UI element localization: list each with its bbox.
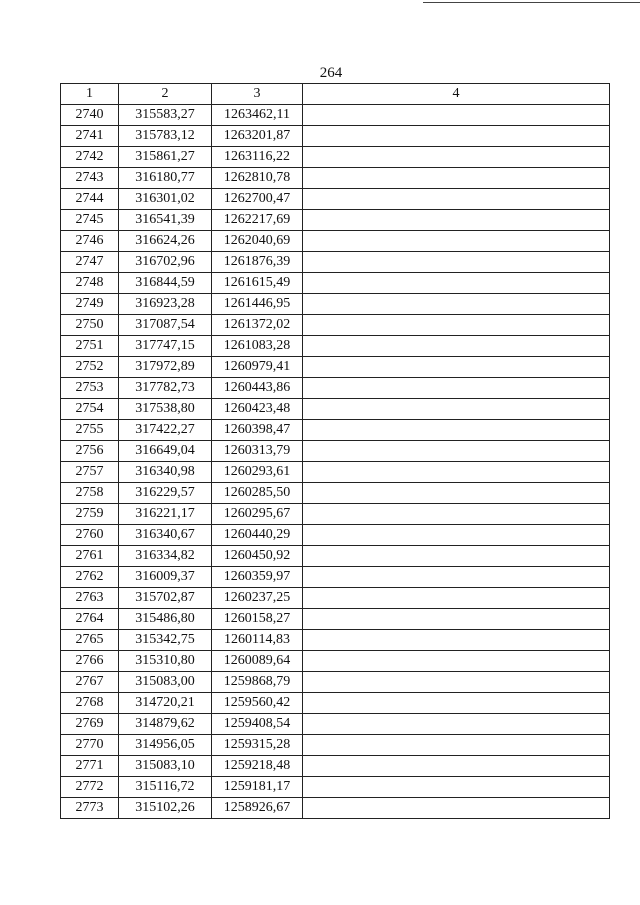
column-header-3: 3 [212,84,303,105]
page-number: 264 [319,65,343,81]
table-row [61,336,610,357]
x-coordinate-cell: 314879,62 [119,714,212,735]
coordinates-table [60,83,610,819]
note-cell [303,567,610,588]
table-header-row [61,84,610,105]
point-number-cell: 2754 [61,399,119,420]
table-row [61,189,610,210]
table-row [61,126,610,147]
table-row [61,378,610,399]
point-number-cell: 2749 [61,294,119,315]
x-coordinate-cell: 316229,57 [119,483,212,504]
y-coordinate-cell: 1260285,50 [212,483,303,504]
note-cell [303,483,610,504]
note-cell [303,231,610,252]
y-coordinate-cell: 1263116,22 [212,147,303,168]
note-cell [303,504,610,525]
y-coordinate-cell: 1260979,41 [212,357,303,378]
table-row [61,756,610,777]
x-coordinate-cell: 317972,89 [119,357,212,378]
x-coordinate-cell: 315583,27 [119,105,212,126]
table-row [61,462,610,483]
y-coordinate-cell: 1260237,25 [212,588,303,609]
point-number-cell: 2743 [61,168,119,189]
table-row [61,315,610,336]
table-row [61,546,610,567]
point-number-cell: 2756 [61,441,119,462]
x-coordinate-cell: 317538,80 [119,399,212,420]
x-coordinate-cell: 315861,27 [119,147,212,168]
y-coordinate-cell: 1261083,28 [212,336,303,357]
y-coordinate-cell: 1262217,69 [212,210,303,231]
table-row [61,147,610,168]
note-cell [303,252,610,273]
x-coordinate-cell: 315083,00 [119,672,212,693]
table-row [61,168,610,189]
y-coordinate-cell: 1261372,02 [212,315,303,336]
note-cell [303,609,610,630]
x-coordinate-cell: 316340,67 [119,525,212,546]
column-header-2: 2 [119,84,212,105]
table-row [61,651,610,672]
x-coordinate-cell: 314720,21 [119,693,212,714]
y-coordinate-cell: 1262810,78 [212,168,303,189]
note-cell [303,420,610,441]
point-number-cell: 2746 [61,231,119,252]
y-coordinate-cell: 1260443,86 [212,378,303,399]
point-number-cell: 2755 [61,420,119,441]
point-number-cell: 2764 [61,609,119,630]
point-number-cell: 2766 [61,651,119,672]
point-number-cell: 2758 [61,483,119,504]
note-cell [303,462,610,483]
y-coordinate-cell: 1260114,83 [212,630,303,651]
y-coordinate-cell: 1260440,29 [212,525,303,546]
note-cell [303,315,610,336]
point-number-cell: 2760 [61,525,119,546]
y-coordinate-cell: 1261876,39 [212,252,303,273]
note-cell [303,399,610,420]
note-cell [303,777,610,798]
table-body [61,105,610,819]
note-cell [303,693,610,714]
table-row [61,483,610,504]
point-number-cell: 2742 [61,147,119,168]
table-row [61,777,610,798]
y-coordinate-cell: 1259560,42 [212,693,303,714]
note-cell [303,210,610,231]
y-coordinate-cell: 1259408,54 [212,714,303,735]
y-coordinate-cell: 1258926,67 [212,798,303,819]
table-row [61,714,610,735]
y-coordinate-cell: 1262700,47 [212,189,303,210]
y-coordinate-cell: 1260398,47 [212,420,303,441]
point-number-cell: 2747 [61,252,119,273]
point-number-cell: 2773 [61,798,119,819]
note-cell [303,546,610,567]
y-coordinate-cell: 1263201,87 [212,126,303,147]
point-number-cell: 2748 [61,273,119,294]
table-row [61,252,610,273]
table-row [61,441,610,462]
table-row [61,357,610,378]
note-cell [303,756,610,777]
column-header-4: 4 [303,84,610,105]
table-row [61,105,610,126]
x-coordinate-cell: 316301,02 [119,189,212,210]
table-row [61,609,610,630]
y-coordinate-cell: 1260359,97 [212,567,303,588]
x-coordinate-cell: 317422,27 [119,420,212,441]
table-row [61,672,610,693]
x-coordinate-cell: 316649,04 [119,441,212,462]
y-coordinate-cell: 1260423,48 [212,399,303,420]
x-coordinate-cell: 315310,80 [119,651,212,672]
y-coordinate-cell: 1260089,64 [212,651,303,672]
y-coordinate-cell: 1260293,61 [212,462,303,483]
y-coordinate-cell: 1260450,92 [212,546,303,567]
table-row [61,630,610,651]
note-cell [303,294,610,315]
note-cell [303,798,610,819]
x-coordinate-cell: 316009,37 [119,567,212,588]
y-coordinate-cell: 1260295,67 [212,504,303,525]
x-coordinate-cell: 315102,26 [119,798,212,819]
point-number-cell: 2768 [61,693,119,714]
note-cell [303,189,610,210]
note-cell [303,336,610,357]
point-number-cell: 2744 [61,189,119,210]
y-coordinate-cell: 1260313,79 [212,441,303,462]
point-number-cell: 2769 [61,714,119,735]
column-header-1: 1 [61,84,119,105]
table-row [61,588,610,609]
y-coordinate-cell: 1259218,48 [212,756,303,777]
point-number-cell: 2761 [61,546,119,567]
table-row [61,504,610,525]
table-row [61,231,610,252]
y-coordinate-cell: 1262040,69 [212,231,303,252]
note-cell [303,525,610,546]
point-number-cell: 2745 [61,210,119,231]
note-cell [303,672,610,693]
point-number-cell: 2752 [61,357,119,378]
x-coordinate-cell: 315486,80 [119,609,212,630]
table-row [61,294,610,315]
x-coordinate-cell: 317087,54 [119,315,212,336]
x-coordinate-cell: 316844,59 [119,273,212,294]
y-coordinate-cell: 1261446,95 [212,294,303,315]
point-number-cell: 2763 [61,588,119,609]
y-coordinate-cell: 1259315,28 [212,735,303,756]
x-coordinate-cell: 316180,77 [119,168,212,189]
note-cell [303,357,610,378]
x-coordinate-cell: 315702,87 [119,588,212,609]
point-number-cell: 2762 [61,567,119,588]
y-coordinate-cell: 1263462,11 [212,105,303,126]
x-coordinate-cell: 316923,28 [119,294,212,315]
note-cell [303,378,610,399]
x-coordinate-cell: 316334,82 [119,546,212,567]
top-edge-line [423,2,640,3]
table-row [61,525,610,546]
note-cell [303,273,610,294]
point-number-cell: 2740 [61,105,119,126]
point-number-cell: 2759 [61,504,119,525]
table-row [61,693,610,714]
point-number-cell: 2771 [61,756,119,777]
y-coordinate-cell: 1260158,27 [212,609,303,630]
note-cell [303,147,610,168]
x-coordinate-cell: 317747,15 [119,336,212,357]
note-cell [303,630,610,651]
point-number-cell: 2741 [61,126,119,147]
note-cell [303,126,610,147]
point-number-cell: 2753 [61,378,119,399]
x-coordinate-cell: 315083,10 [119,756,212,777]
x-coordinate-cell: 315342,75 [119,630,212,651]
x-coordinate-cell: 316221,17 [119,504,212,525]
point-number-cell: 2757 [61,462,119,483]
point-number-cell: 2765 [61,630,119,651]
x-coordinate-cell: 317782,73 [119,378,212,399]
note-cell [303,588,610,609]
y-coordinate-cell: 1259181,17 [212,777,303,798]
y-coordinate-cell: 1259868,79 [212,672,303,693]
note-cell [303,735,610,756]
table-row [61,210,610,231]
note-cell [303,168,610,189]
point-number-cell: 2767 [61,672,119,693]
point-number-cell: 2770 [61,735,119,756]
table-row [61,735,610,756]
x-coordinate-cell: 314956,05 [119,735,212,756]
note-cell [303,714,610,735]
x-coordinate-cell: 316624,26 [119,231,212,252]
note-cell [303,105,610,126]
point-number-cell: 2750 [61,315,119,336]
x-coordinate-cell: 316340,98 [119,462,212,483]
x-coordinate-cell: 316702,96 [119,252,212,273]
table-row [61,420,610,441]
table-row [61,798,610,819]
table-row [61,567,610,588]
note-cell [303,441,610,462]
table-row [61,273,610,294]
y-coordinate-cell: 1261615,49 [212,273,303,294]
table-row [61,399,610,420]
note-cell [303,651,610,672]
point-number-cell: 2751 [61,336,119,357]
x-coordinate-cell: 315783,12 [119,126,212,147]
x-coordinate-cell: 315116,72 [119,777,212,798]
point-number-cell: 2772 [61,777,119,798]
x-coordinate-cell: 316541,39 [119,210,212,231]
